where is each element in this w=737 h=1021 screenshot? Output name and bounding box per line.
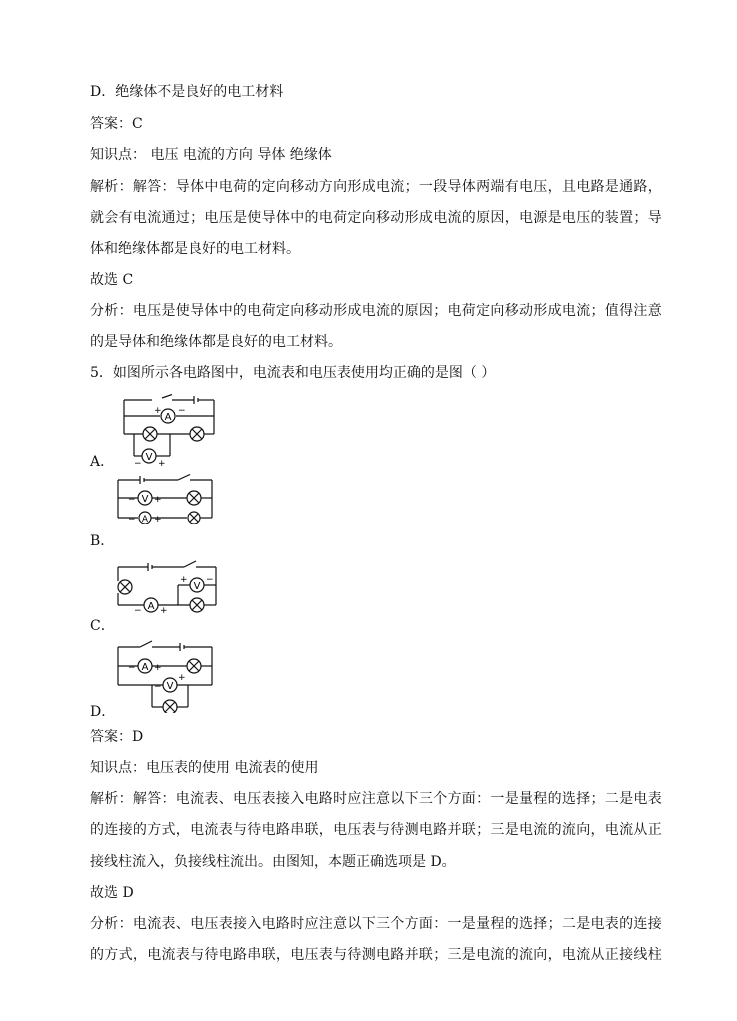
svg-text:+: +	[160, 606, 168, 615]
choice-line: 故选 C	[90, 272, 134, 288]
svg-text:−: −	[134, 606, 142, 615]
svg-text:−: −	[128, 495, 136, 505]
option-c-label: C．	[90, 618, 115, 634]
svg-text:A: A	[141, 515, 149, 524]
option-a-label: A．	[90, 454, 115, 470]
summary2-line-1: 分析：电流表、电压表接入电路时应注意以下三个方面：一是量程的选择；二是电表的连接	[90, 916, 662, 932]
analysis2-line-2: 的连接的方式，电流表与待电路串联，电压表与待测电路并联；三是电流的流向，电流从正	[90, 822, 662, 838]
circuit-diagram-c	[112, 559, 222, 615]
svg-text:+: +	[154, 663, 162, 673]
voltmeter-label: V	[145, 452, 153, 463]
svg-text:+: +	[154, 406, 162, 416]
svg-text:V: V	[141, 494, 149, 505]
svg-text:−: −	[178, 406, 186, 416]
summary-line-2: 的是导体和绝缘体都是良好的电工材料。	[90, 334, 342, 350]
answer-line: 答案：C	[90, 116, 143, 132]
analysis-line-2: 就会有电流通过；电压是使导体中的电荷定向移动形成电流的原因，电源是电压的装置；导	[90, 210, 662, 226]
svg-text:+: +	[158, 459, 166, 468]
svg-text:−: −	[128, 663, 136, 673]
summary2-line-2: 的方式，电流表与待电路串联，电压表与待测电路并联；三是电流的流向，电流从正接线柱	[90, 947, 662, 963]
knowledge-line-2: 知识点：电压表的使用 电流表的使用	[90, 760, 319, 776]
svg-text:+: +	[154, 495, 162, 505]
choice-line-2: 故选 D	[90, 885, 134, 901]
svg-text:V: V	[166, 681, 174, 692]
ammeter-label: A	[164, 412, 172, 423]
analysis2-line-1: 解析：解答：电流表、电压表接入电路时应注意以下三个方面：一是量程的选择；二是电表	[90, 791, 662, 807]
svg-text:+: +	[180, 575, 188, 585]
option-d-text: D．绝缘体不是良好的电工材料	[90, 84, 284, 100]
analysis-line-1: 解析：解答：导体中电荷的定向移动方向形成电流；一段导体两端有电压，且电路是通路，	[90, 179, 662, 195]
analysis2-line-3: 接线柱流入，负接线柱流出。由图知，本题正确选项是 D。	[90, 854, 456, 870]
circuit-diagram-a	[112, 394, 222, 468]
svg-text:−: −	[128, 515, 136, 524]
svg-text:+: +	[154, 515, 162, 524]
circuit-diagram-b	[112, 474, 222, 524]
svg-text:A: A	[147, 601, 155, 612]
svg-text:−: −	[154, 682, 162, 692]
answer-line-2: 答案：D	[90, 729, 144, 745]
option-d-label: D．	[90, 704, 116, 720]
svg-text:+: +	[178, 673, 186, 683]
circuit-diagram-d	[112, 639, 222, 713]
option-b-label: B．	[90, 533, 115, 549]
summary-line-1: 分析：电压是使导体中的电荷定向移动形成电流的原因；电荷定向移动形成电流；值得注意	[90, 303, 662, 319]
svg-text:A: A	[141, 662, 149, 673]
svg-text:−: −	[134, 459, 142, 468]
svg-text:V: V	[193, 581, 201, 592]
analysis-line-3: 体和绝缘体都是良好的电工材料。	[90, 241, 300, 257]
question-5: 5．如图所示各电路图中，电流表和电压表使用均正确的是图（ ）	[90, 365, 496, 381]
knowledge-line: 知识点： 电压 电流的方向 导体 绝缘体	[90, 147, 332, 163]
svg-text:−: −	[206, 575, 214, 585]
